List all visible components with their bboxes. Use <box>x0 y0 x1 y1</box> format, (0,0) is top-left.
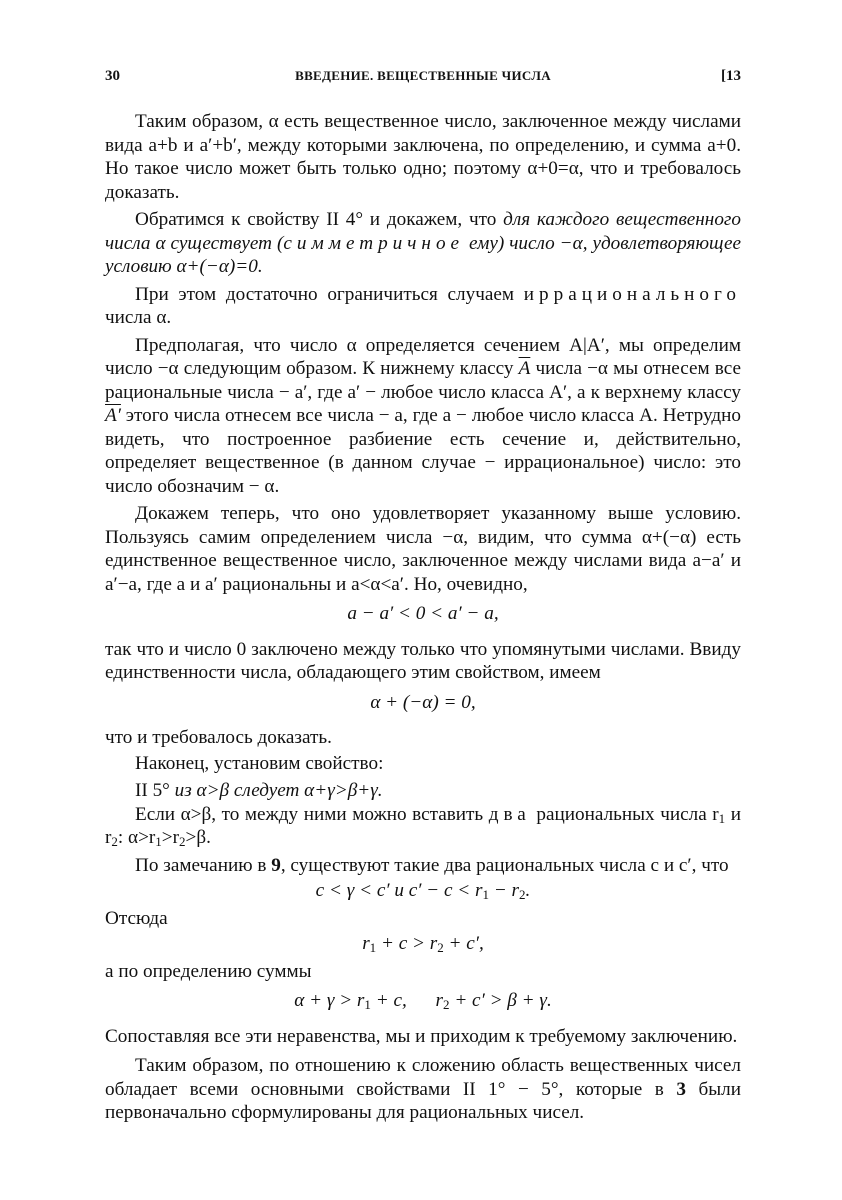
paragraph-9: II 5° из α>β следует α+γ>β+γ. <box>135 780 383 801</box>
running-title: ВВЕДЕНИЕ. ВЕЩЕСТВЕННЫЕ ЧИСЛА <box>295 68 551 83</box>
paragraph-4: Предполагая, что число α определяется сечением A|A′, мы определим число −α следующим образом. К нижнему классу $\overline{A}$ числа −α мы отнесем все рациональные числа − a′, где a′ − любое число класса A′, а к верхнему классу A′ этого числа отнесем все числа − a, где a − любое число класса A. Нетрудно видеть, что построенное разбиение есть сечение и, действительно, определяет вещественное (в данном случае − иррациональное) число: это число обозначим − α. <box>105 334 741 497</box>
formula-4: $r_1 + c > r_2 + c'$, <box>362 933 484 955</box>
page-body <box>105 110 741 1125</box>
paragraph-6: так что и число 0 заключено между только что упомянутыми числами. Ввиду единственности числа, обладающего этим свойством, имеем <box>105 638 741 683</box>
paragraph-10: Если α>β, то между ними можно вставить два рациональных числа $r_1$ и $r_2$: $\alpha>r_1>r_2>\beta$. <box>105 803 741 849</box>
paragraph-5: Докажем теперь, что оно удовлетворяет указанному выше условию. Пользуясь самим определением числа −α, видим, что сумма α+(−α) есть единственное вещественное число, заключенное между числами вида a−a′ и a′−a, где a и a′ рациональны и a<α<a′. Но, очевидно, <box>105 503 741 595</box>
paragraph-14: Сопоставляя все эти неравенства, мы и приходим к требуемому заключению. <box>105 1025 738 1047</box>
paragraph-13: а по определению суммы <box>105 960 312 982</box>
paragraph-3: При этом достаточно ограничиться случаем иррационального числа α. <box>105 283 741 328</box>
section-marker: [13 <box>721 68 741 84</box>
formula-1: a − a′ < 0 < a′ − a, <box>347 603 499 624</box>
page-number: 30 <box>105 68 120 84</box>
paragraph-8: Наконец, установим свойство: <box>135 752 384 774</box>
paragraph-2: Обратимся к свойству II 4° и докажем, что для каждого вещественного числа α существует (симметричное ему) число −α, удовлетворяющее условию α+(−α)=0. <box>105 209 741 277</box>
paragraph-15: Таким образом, по отношению к сложению область вещественных чисел обладает всеми основными свойствами II 1° − 5°, которые в 3 были первоначально сформулированы для рациональных чисел. <box>105 1055 742 1123</box>
paragraph-11: По замечанию в 9, существуют такие два рациональных числа c и c′, что <box>135 854 729 876</box>
formula-3: c < γ < c′ и $c' - c < r_1 - r_2$. <box>315 880 531 902</box>
page-header <box>105 68 741 90</box>
paragraph-1: Таким образом, α есть вещественное число, заключенное между числами вида a+b и a′+b′, между которыми заключена, по определению, и сумма a+0. Но такое число может быть только одно; поэтому α+0=α, что и требовалось доказать. <box>105 111 741 203</box>
formula-2: α + (−α) = 0, <box>370 691 476 713</box>
formula-5: $\alpha + \gamma > r_1 + c$, $r_2 + c' > \beta + \gamma$. <box>294 990 552 1012</box>
paragraph-7: что и требовалось доказать. <box>105 727 332 748</box>
paragraph-12: Отсюда <box>105 907 168 929</box>
